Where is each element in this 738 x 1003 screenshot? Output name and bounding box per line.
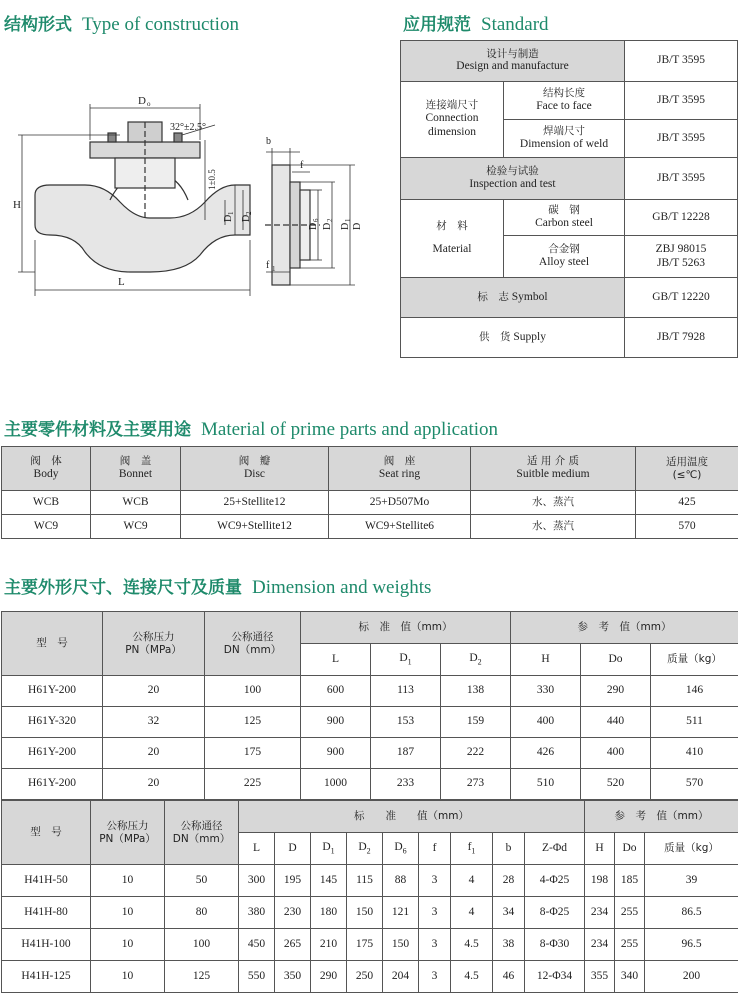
material-en: Material [432,242,472,255]
cell: 255 [615,897,645,929]
header-bonnet-cn: 阀 盖 [119,455,152,468]
col-z-d: Z-Φd [525,833,585,865]
carbon-cell [504,200,625,236]
header-pn-en: PN（MPa） [99,832,156,845]
cell: 12-Φ34 [525,961,585,993]
cell: 265 [275,929,311,961]
cell: 4 [451,865,493,897]
cell: 4.5 [451,961,493,993]
header-body-en: Body [33,467,59,480]
table-row [401,158,738,200]
cell: 25+D507Mo [329,491,471,515]
header-seat-cn: 阀 座 [383,455,416,468]
label-angle: 32°±2.5° [170,122,206,133]
cell: 350 [275,961,311,993]
model-cell: H41H-50 [2,865,91,897]
cell: 340 [615,961,645,993]
table-row [401,200,738,236]
table-row [2,738,738,769]
table-row [401,82,738,120]
table-header-row [2,801,738,833]
header-dn-cn: 公称通径 [231,630,274,643]
cell: 290 [311,961,347,993]
col-b: b [493,833,525,865]
material-cn: 材 料 [436,220,468,233]
dims1-body [2,676,738,800]
dimensions-heading-cn: 主要外形尺寸、连接尺寸及质量 [4,578,242,598]
inspection-value: JB/T 3595 [625,158,738,200]
header-model: 型 号 [2,801,91,865]
label-f1-sub: 1 [272,265,276,273]
dimensions-heading [4,573,431,599]
cell: 273 [441,769,511,800]
cell: 233 [371,769,441,800]
model-cell: H61Y-320 [2,707,103,738]
symbol-cell [401,278,625,318]
cell: 510 [511,769,581,800]
cell: 4.5 [451,929,493,961]
cell: 159 [441,707,511,738]
cell: 400 [581,738,651,769]
cell: 511 [651,707,738,738]
material-cell [401,200,504,278]
cell: 4-Φ25 [525,865,585,897]
cell: 113 [371,676,441,707]
cell: 3 [419,961,451,993]
col-f1-main: f [467,841,472,854]
cell: WC9+Stellite12 [181,515,329,539]
header-standard-values: 标 准 值（mm） [301,612,511,644]
label-do-sub: o [147,100,151,108]
cell: 34 [493,897,525,929]
label-d1-left-sub: 1 [227,211,235,215]
face-en: Face to face [536,99,592,112]
cell: 水、蒸汽 [471,491,636,515]
label-b: b [266,136,271,147]
cell: 10 [91,897,165,929]
standard-table [400,40,738,358]
alloy-value-1: ZBJ 98015 [655,242,707,255]
header-body [2,447,91,491]
connection-en1: Connection [425,112,479,124]
table-row [2,929,738,961]
weld-en: Dimension of weld [519,137,609,150]
col-d2-sub: 2 [477,657,482,667]
cell: 20 [103,738,205,769]
col-d2-sub: 2 [366,846,371,856]
materials-table [1,446,738,539]
dims2-body [2,865,738,993]
cell: 300 [239,865,275,897]
label-d6-sub: 6 [312,218,320,222]
header-pn-en: PN（MPa） [125,643,182,656]
cell: 570 [636,515,738,539]
cell: 290 [581,676,651,707]
connection-cn: 连接端尺寸 [425,99,479,112]
cell: 230 [275,897,311,929]
alloy-cn: 合金钢 [548,243,580,256]
cell: 150 [383,929,419,961]
header-disc-cn: 阀 瓣 [238,455,271,468]
header-body-cn: 阀 体 [30,455,62,468]
cell: 86.5 [645,897,738,929]
cell: 138 [441,676,511,707]
cell: 198 [585,865,615,897]
model-cell: H41H-125 [2,961,91,993]
cell: 8-Φ30 [525,929,585,961]
col-h: H [511,644,581,676]
cell: 153 [371,707,441,738]
header-medium-cn: 适 用 介 质 [526,455,579,468]
col-d1-main: D [399,652,408,665]
label-d2-right-sub: 2 [326,218,334,222]
cell: 80 [165,897,239,929]
cell: 1000 [301,769,371,800]
cell: 222 [441,738,511,769]
cell: 145 [311,865,347,897]
alloy-cell [504,236,625,278]
materials-heading-cn: 主要零件材料及主要用途 [4,420,191,440]
col-d1 [311,833,347,865]
valve-construction-drawing [10,40,390,310]
cell: 550 [239,961,275,993]
cell: 32 [103,707,205,738]
dimensions-heading-en: Dimension and weights [252,577,432,598]
header-pn [103,612,205,676]
col-d1 [371,644,441,676]
cell: 250 [347,961,383,993]
col-d: D [275,833,311,865]
label-d2-right: D [322,222,333,230]
cell: 20 [103,676,205,707]
cell: 25+Stellite12 [181,491,329,515]
model-cell: H61Y-200 [2,676,103,707]
header-medium [471,447,636,491]
cell: 115 [347,865,383,897]
header-pn [91,801,165,865]
table-row [401,278,738,318]
table-header-row [2,612,738,644]
cell: 180 [311,897,347,929]
carbon-cn: 碳 钢 [548,204,580,217]
label-h: H [13,199,21,211]
weld-cell [504,120,625,158]
table-row [2,769,738,800]
label-d: D [352,222,363,230]
supply-cell [401,318,625,358]
supply-en: Supply [513,330,546,343]
header-pn-cn: 公称压力 [106,819,149,832]
cell: 125 [165,961,239,993]
cell: 3 [419,929,451,961]
cell: 195 [275,865,311,897]
col-do: Do [615,833,645,865]
header-reference-values: 参 考 值（mm） [511,612,738,644]
header-pn-cn: 公称压力 [132,630,175,643]
supply-cn: 供 货 [479,330,511,343]
label-d1-right-sub: 1 [344,218,352,222]
cell: 380 [239,897,275,929]
col-weight: 质量（kg） [645,833,738,865]
label-d1-right: D [340,222,351,230]
col-d2 [441,644,511,676]
col-d2 [347,833,383,865]
alloy-value-2: JB/T 5263 [656,256,706,269]
symbol-cn: 标 志 [477,290,509,303]
cell: 175 [347,929,383,961]
face-value: JB/T 3595 [625,82,738,120]
header-standard-values: 标 准 值（mm） [239,801,585,833]
col-l: L [239,833,275,865]
cell: WC9 [2,515,91,539]
cell: WC9+Stellite6 [329,515,471,539]
label-f: f [300,160,304,171]
dimensions-table-h41h [1,800,738,993]
label-d2-left-sub: 2 [245,211,253,215]
cell: 10 [91,929,165,961]
table-header-row [2,447,738,491]
cell: 125 [205,707,301,738]
header-medium-en: Suitble medium [516,467,590,480]
cell: 204 [383,961,419,993]
cell: 150 [347,897,383,929]
construction-heading [4,10,239,36]
cell: WC9 [91,515,181,539]
header-temp-cn: 适用温度 [666,455,708,468]
design-cn: 设计与制造 [486,47,539,60]
cell: 38 [493,929,525,961]
face-cn: 结构长度 [543,87,585,100]
header-temp-en: (≤℃) [672,468,702,481]
cell: 46 [493,961,525,993]
col-d1-main: D [322,841,331,854]
col-d6 [383,833,419,865]
supply-value: JB/T 7928 [625,318,738,358]
cell: 200 [645,961,738,993]
cell: 10 [91,865,165,897]
model-cell: H41H-80 [2,897,91,929]
cell: 234 [585,929,615,961]
label-tolerance: 1±0.5 [207,169,217,190]
col-weight: 质量（kg） [651,644,738,676]
cell: 520 [581,769,651,800]
table-row [2,897,738,929]
header-dn-en: DN（mm） [172,832,231,845]
header-dn [165,801,239,865]
cell: 121 [383,897,419,929]
materials-heading [4,415,498,441]
header-reference-values: 参 考 值（mm） [585,801,738,833]
label-d2-left: D [241,214,252,222]
col-d2-main: D [469,652,478,665]
connection-cell [401,82,504,158]
cell: 410 [651,738,738,769]
standard-heading-cn: 应用规范 [403,15,471,35]
cell: 96.5 [645,929,738,961]
carbon-en: Carbon steel [535,216,593,229]
cell: 3 [419,865,451,897]
cell: 39 [645,865,738,897]
cell: 88 [383,865,419,897]
cell: 100 [205,676,301,707]
construction-heading-cn: 结构形式 [4,15,72,35]
col-f: f [419,833,451,865]
cell: 8-Φ25 [525,897,585,929]
cell: WCB [2,491,91,515]
cell: 185 [615,865,645,897]
col-h: H [585,833,615,865]
header-model: 型 号 [2,612,103,676]
design-en: Design and manufacture [456,60,569,73]
table-row [2,865,738,897]
header-temperature [636,447,738,491]
model-cell: H61Y-200 [2,769,103,800]
header-bonnet [91,447,181,491]
label-d1-left: D [223,214,234,222]
table-row [2,707,738,738]
alloy-en: Alloy steel [538,255,590,268]
model-cell: H61Y-200 [2,738,103,769]
weld-cn: 焊端尺寸 [543,125,585,138]
symbol-value: GB/T 12220 [625,278,738,318]
cell: 600 [301,676,371,707]
cell: 400 [511,707,581,738]
symbol-en: Symbol [511,290,548,303]
face-cell [504,82,625,120]
col-f1-sub: 1 [471,846,476,856]
cell: 440 [581,707,651,738]
inspection-cell [401,158,625,200]
header-disc [181,447,329,491]
cell: 450 [239,929,275,961]
table-row [2,676,738,707]
cell: 570 [651,769,738,800]
cell: 3 [419,897,451,929]
cell: 210 [311,929,347,961]
construction-heading-en: Type of construction [82,14,239,35]
standard-heading [403,10,549,36]
carbon-value: GB/T 12228 [625,200,738,236]
header-dn-en: DN（mm） [223,643,282,656]
header-dn-cn: 公称通径 [180,819,223,832]
cell: 425 [636,491,738,515]
cell: 175 [205,738,301,769]
table-row [2,515,738,539]
cell: 146 [651,676,738,707]
table-row [2,491,738,515]
dimensions-table-h61y [1,611,738,800]
cell: 355 [585,961,615,993]
label-l: L [118,276,125,288]
cell: 水、蒸汽 [471,515,636,539]
col-l: L [301,644,371,676]
cell: 255 [615,929,645,961]
label-f1: f [266,260,270,271]
col-d1-sub: 1 [407,657,412,667]
header-dn [205,612,301,676]
cell: 187 [371,738,441,769]
header-bonnet-en: Bonnet [118,467,153,480]
valve-body-drawing [35,122,250,272]
model-cell: H41H-100 [2,929,91,961]
design-value: JB/T 3595 [625,41,738,82]
label-d6: D [308,222,319,230]
cell: WCB [91,491,181,515]
cell: 20 [103,769,205,800]
cell: 225 [205,769,301,800]
table-row [401,318,738,358]
col-d1-sub: 1 [330,846,335,856]
cell: 330 [511,676,581,707]
cell: 900 [301,707,371,738]
weld-value: JB/T 3595 [625,120,738,158]
standard-heading-en: Standard [481,14,549,35]
cell: 100 [165,929,239,961]
table-row [2,961,738,993]
cell: 4 [451,897,493,929]
cell: 50 [165,865,239,897]
cell: 234 [585,897,615,929]
cell: 900 [301,738,371,769]
cell: 28 [493,865,525,897]
col-d2-main: D [358,841,367,854]
col-d6-sub: 6 [402,846,407,856]
header-seat-ring [329,447,471,491]
col-f1 [451,833,493,865]
inspection-cn: 检验与试验 [486,165,539,178]
inspection-en: Inspection and test [469,177,556,190]
label-do: D [138,95,146,107]
cell: 426 [511,738,581,769]
header-disc-en: Disc [243,467,266,480]
header-seat-en: Seat ring [378,467,421,480]
alloy-value [625,236,738,278]
materials-heading-en: Material of prime parts and application [201,419,499,440]
col-d6-main: D [394,841,403,854]
connection-en2: dimension [428,125,476,138]
col-do: Do [581,644,651,676]
design-cell [401,41,625,82]
cell: 10 [91,961,165,993]
table-row [401,41,738,82]
